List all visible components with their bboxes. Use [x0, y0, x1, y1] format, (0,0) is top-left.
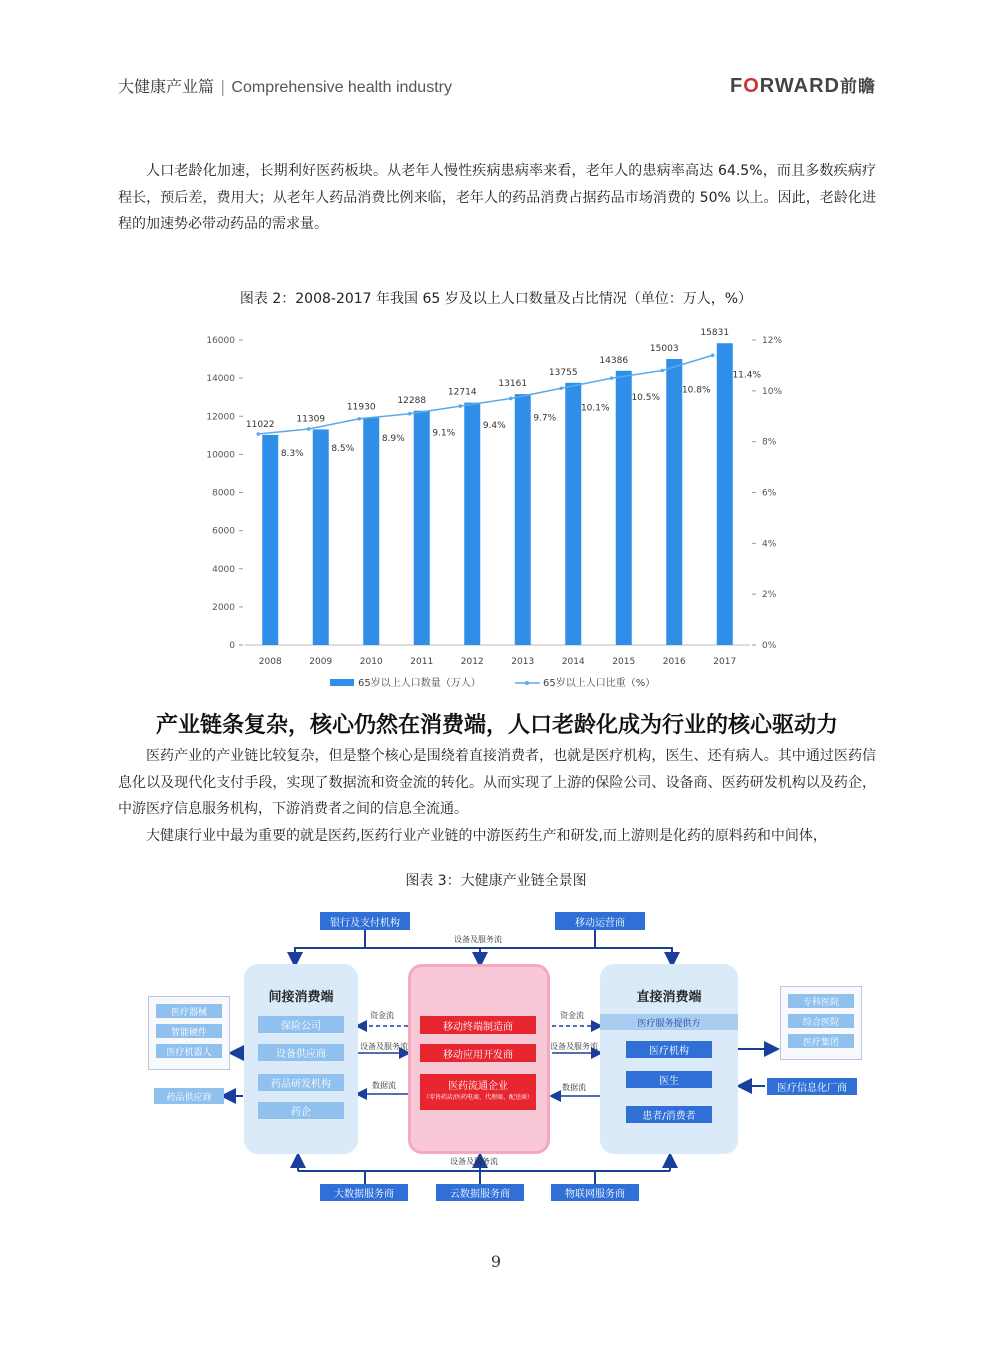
pct-label: 9.4% [482, 421, 506, 432]
x-tick-label: 2014 [561, 657, 585, 667]
y-right-tick-label: 4% [762, 539, 777, 550]
pct-label: 9.1% [432, 428, 456, 439]
ratio-point [307, 427, 311, 431]
x-tick-label: 2011 [410, 657, 434, 667]
legend-bar-swatch [330, 679, 354, 686]
y-right-tick-label: 0% [762, 641, 777, 651]
section-heading: 产业链条复杂，核心仍然在消费端，人口老龄化成为行业的核心驱动力 [155, 713, 838, 738]
medical-it-vendor-box: 医疗信息化厂商 [767, 1078, 857, 1095]
medical-device-box: 医疗器械 [156, 1004, 222, 1018]
bar [313, 429, 329, 645]
pct-label: 11.4% [732, 370, 762, 381]
bar-value-label: 14386 [599, 355, 629, 366]
right-flow-service: 设备及服务流 [550, 1042, 598, 1051]
header-title-en: Comprehensive health industry [231, 79, 452, 96]
y-right-tick-label: 8% [762, 437, 777, 448]
direct-consumer-title: 直接消费端 [636, 990, 702, 1005]
equipment-supplier-box: 设备供应商 [258, 1044, 344, 1061]
figure3-caption: 图表 3：大健康产业链全景图 [405, 873, 587, 889]
bar [616, 371, 632, 645]
indirect-consumer-title: 间接消费端 [268, 990, 334, 1005]
x-tick-label: 2010 [359, 657, 383, 667]
forward-logo: FORWARD前瞻 [730, 75, 876, 97]
right-flow-data: 数据流 [562, 1083, 586, 1092]
specialist-hospital-box: 专科医院 [788, 994, 854, 1008]
legend-line-label: 65岁以上人口比重（%） [543, 678, 656, 689]
y-left-tick-label: 14000 [206, 374, 235, 385]
pct-label: 10.5% [631, 393, 661, 404]
pct-label: 9.7% [533, 413, 557, 424]
pct-label: 8.5% [331, 443, 355, 454]
x-tick-label: 2017 [713, 657, 737, 667]
bar-value-label: 12288 [397, 395, 427, 406]
pct-label: 8.9% [381, 433, 405, 444]
ratio-point [660, 369, 664, 373]
pharma-company-box: 药企 [258, 1102, 344, 1119]
ratio-point [256, 432, 260, 436]
bar [717, 343, 733, 645]
top-flow-label: 设备及服务流 [454, 935, 502, 944]
ratio-point [408, 412, 412, 416]
bar [515, 394, 531, 645]
bar-value-label: 13161 [498, 379, 528, 390]
legend-bar-label: 65岁以上人口数量（万人） [358, 678, 481, 689]
x-tick-label: 2015 [612, 657, 636, 667]
patient-box: 患者/消费者 [626, 1106, 712, 1123]
medical-group-box: 医疗集团 [788, 1034, 854, 1048]
y-right-tick-label: 6% [762, 488, 777, 499]
medical-robot-box: 医疗机器人 [156, 1044, 222, 1058]
x-tick-label: 2012 [460, 657, 484, 667]
mobile-device-maker-box: 移动终端制造商 [420, 1016, 536, 1034]
mobile-operator-box: 移动运营商 [555, 912, 645, 930]
bar-value-label: 13755 [548, 367, 578, 378]
ratio-point [559, 386, 563, 390]
ratio-point [357, 417, 361, 421]
smart-hardware-box: 智能硬件 [156, 1024, 222, 1038]
bar [414, 411, 430, 645]
cloud-data-box: 云数据服务商 [436, 1184, 524, 1201]
medical-institution-box: 医疗机构 [626, 1041, 712, 1058]
header-separator: | [220, 77, 226, 96]
paragraph-aging: 人口老龄化加速，长期利好医药板块。从老年人慢性疾病患病率来看，老年人的患病率高达 64.5%，而且多数疾病疗程长，预后差，费用大；从老年人药品消费比例来临，老年人的药品消费占据药品市场消费的 50% 以上。因此，老龄化进程的加速势必带动药品的需求量。 [118, 163, 876, 232]
bottom-flow-label: 设备及服务流 [450, 1157, 498, 1166]
bar-value-label: 15003 [649, 344, 679, 355]
ratio-point [610, 376, 614, 380]
y-left-tick-label: 2000 [212, 602, 235, 613]
y-left-tick-label: 6000 [212, 526, 235, 537]
ratio-point [711, 353, 715, 357]
y-left-tick-label: 12000 [206, 412, 235, 423]
left-flow-capital: 资金流 [370, 1011, 394, 1020]
bar-value-label: 11930 [346, 402, 376, 413]
bar-value-label: 11022 [245, 419, 275, 430]
bar-value-label: 11309 [296, 414, 326, 425]
bar [666, 359, 682, 645]
header-title-cn: 大健康产业篇 [118, 77, 215, 96]
bar [565, 383, 581, 645]
drug-rd-box: 药品研发机构 [258, 1074, 344, 1091]
paragraph-pharma: 大健康行业中最为重要的就是医药,医药行业产业链的中游医药生产和研发,而上游则是化药的原料药和中间体， [146, 827, 827, 844]
figure2-caption: 图表 2：2008-2017 年我国 65 岁及以上人口数量及占比情况（单位：万人，%） [239, 291, 753, 307]
industry-chain-diagram [140, 906, 870, 1206]
page-number: 9 [490, 1252, 502, 1271]
header-title [118, 74, 452, 97]
mobile-app-developer-box: 移动应用开发商 [420, 1044, 536, 1062]
left-flow-service: 设备及服务流 [360, 1042, 408, 1051]
general-hospital-box: 综合医院 [788, 1014, 854, 1028]
population-chart [190, 325, 810, 700]
drug-supplier-box: 药品供应商 [154, 1088, 224, 1104]
bar-value-label: 12714 [447, 387, 477, 398]
y-left-tick-label: 4000 [212, 564, 235, 575]
doctor-box: 医生 [626, 1071, 712, 1088]
iot-box: 物联网服务商 [551, 1184, 639, 1201]
pct-label: 8.3% [280, 449, 304, 460]
y-left-tick-label: 16000 [206, 336, 235, 346]
y-left-tick-label: 10000 [206, 450, 235, 461]
x-tick-label: 2013 [511, 657, 535, 667]
right-flow-capital: 资金流 [560, 1011, 584, 1020]
bar-value-label: 15831 [700, 328, 730, 339]
ratio-point [509, 397, 513, 401]
insurance-company-box: 保险公司 [258, 1016, 344, 1033]
ratio-point [458, 404, 462, 408]
bar [464, 403, 480, 645]
y-right-tick-label: 10% [762, 386, 783, 397]
y-right-tick-label: 2% [762, 590, 777, 601]
y-right-tick-label: 12% [762, 336, 783, 346]
provider-subheader: 医疗服务提供方 [600, 1014, 738, 1030]
legend-line-marker [525, 681, 529, 685]
left-flow-data: 数据流 [372, 1081, 396, 1090]
bar [262, 435, 278, 645]
paragraph-chain: 医药产业的产业链比较复杂，但是整个核心是围绕着直接消费者，也就是医疗机构，医生、还有病人。其中通过医药信息化以及现代化支付手段，实现了数据流和资金流的转化。从而实现了上游的保险公司、设备商、医药研发机构以及药企，中游医疗信息服务机构，下游消费者之间的信息全流通。 大健康行业中最为重要的就是医药,医药行业产业链的中游医药生产和研发,而上游则是化药的原料药和中间体， [118, 743, 876, 849]
bar [363, 418, 379, 645]
x-tick-label: 2008 [258, 657, 282, 667]
big-data-box: 大数据服务商 [320, 1184, 408, 1201]
pharma-distribution-box: 医药流通企业 （零售药店/医药电商、代理商、配送商） [420, 1074, 536, 1110]
bank-payment-box: 银行及支付机构 [320, 912, 410, 930]
pct-label: 10.1% [580, 403, 610, 414]
x-tick-label: 2016 [662, 657, 686, 667]
x-tick-label: 2009 [309, 657, 333, 667]
y-left-tick-label: 0 [229, 641, 235, 651]
pct-label: 10.8% [681, 385, 711, 396]
y-left-tick-label: 8000 [212, 488, 235, 499]
